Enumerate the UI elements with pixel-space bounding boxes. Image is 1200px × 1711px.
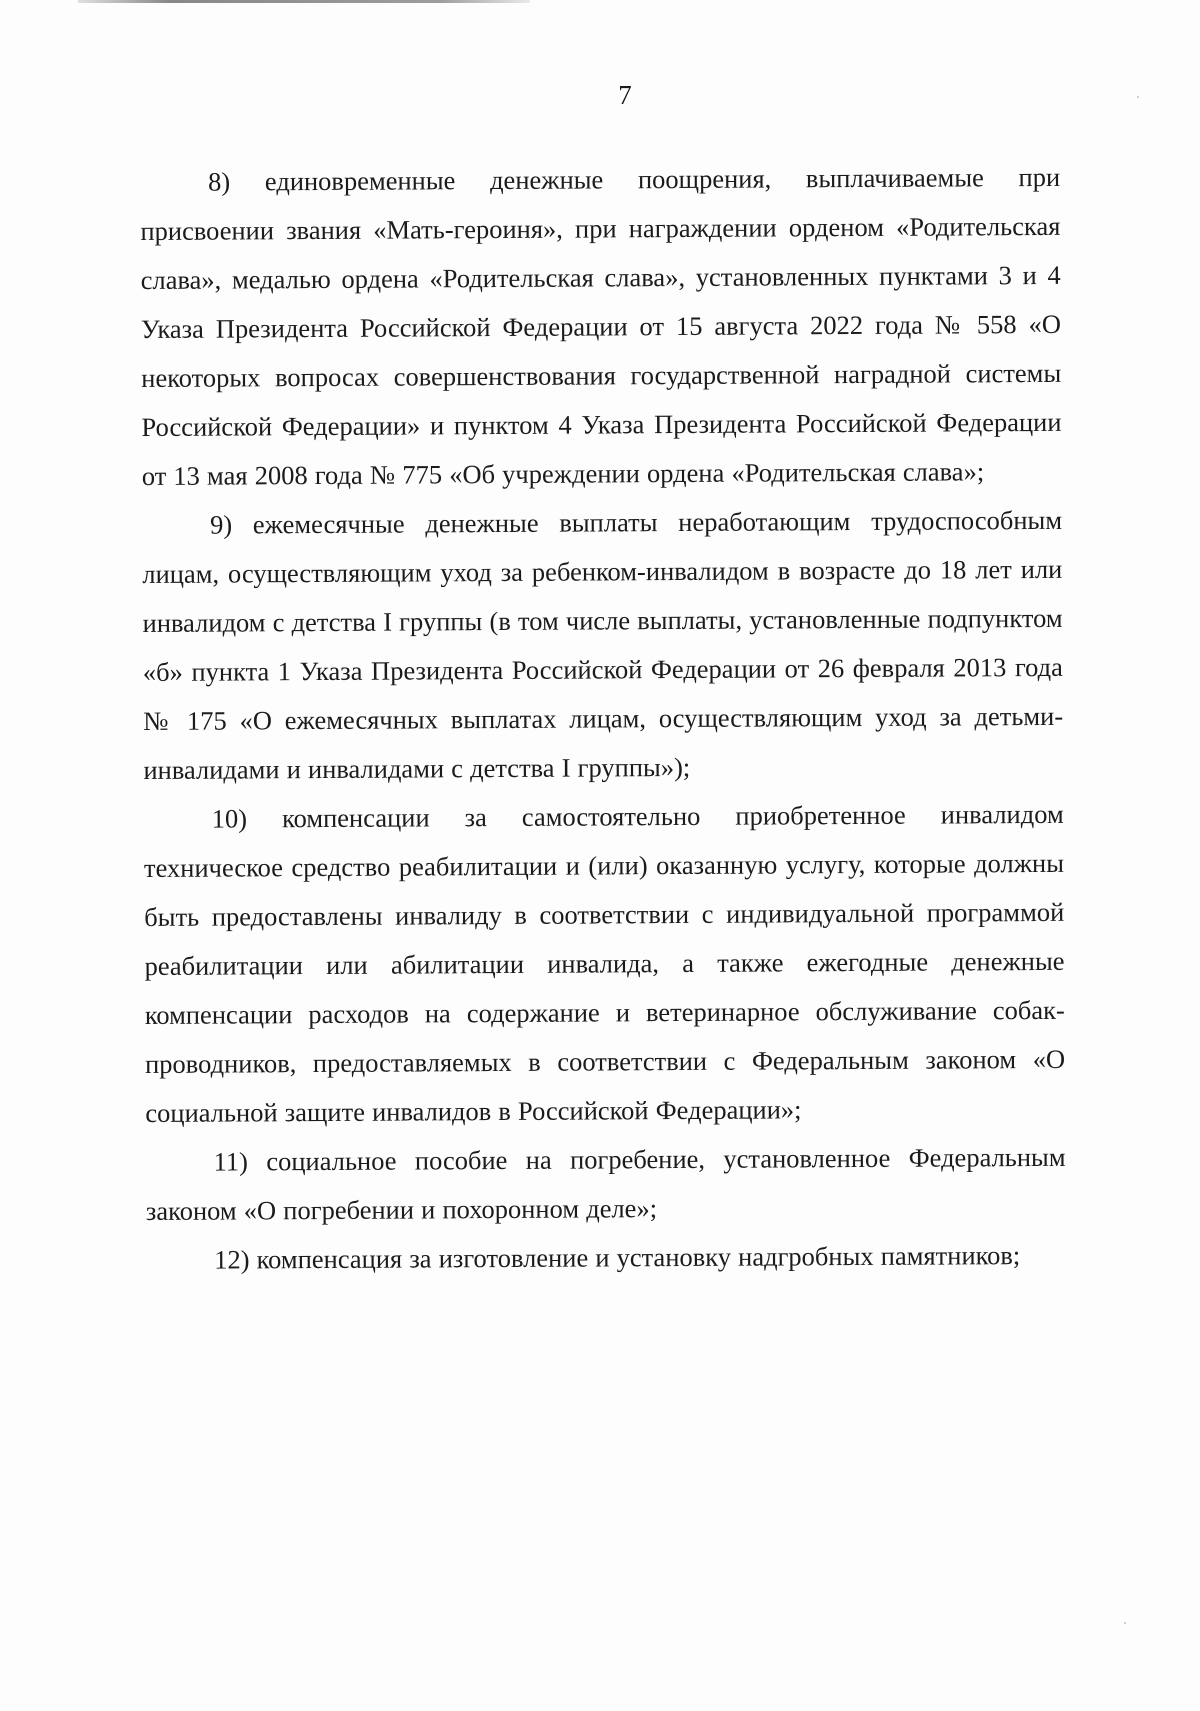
- paragraph-item-8: 8) единовременные денежные поощрения, выплачиваемые при присвоении звания «Мать-героиня», при награждении орденом «Родительская слава», медалью ордена «Родительская слава», установленных пунктами 3 и 4 Указа Президента Российской Федерации от 15 августа 2022 года № 558 «О некоторых вопросах совершенствования государственной наградной системы Российской Федерации» и пунктом 4 Указа Президента Российской Федерации от 13 мая 2008 года № 775 «Об учреждении ордена «Родительская слава»;: [140, 161, 1062, 491]
- scan-speck: [1124, 1622, 1126, 1624]
- page-number: 7: [618, 80, 632, 110]
- paragraph-item-9: 9) ежемесячные денежные выплаты неработающим трудоспособным лицам, осуществляющим уход за ребенком-инвалидом в возрасте до 18 лет или инвалидом с детства I группы (в том числе выплаты, установленные подпунктом «б» пункта 1 Указа Президента Российской Федерации от 26 февраля 2013 года № 175 «О ежемесячных выплатах лицам, осуществляющим уход за детьми-инвалидами и инвалидами с детства I группы»);: [142, 504, 1064, 785]
- paragraph-item-10: 10) компенсации за самостоятельно приобретенное инвалидом техническое средство реабилитации и (или) оказанную услугу, которые должны быть предоставлены инвалиду в соответствии с индивидуальной программой реабилитации или абилитации инвалида, а также ежегодные денежные компенсации расходов на содержание и ветеринарное обслуживание собак-проводников, предоставляемых в соответствии с Федеральным законом «О социальной защите инвалидов в Российской Федерации»;: [143, 798, 1066, 1128]
- paragraph-item-11: 11) социальное пособие на погребение, установленное Федеральным законом «О погребении и похоронном деле»;: [145, 1141, 1066, 1226]
- paragraph-item-12: 12) компенсация за изготовление и установку надгробных памятников;: [214, 1240, 1021, 1275]
- document-body: [140, 153, 1066, 1285]
- scan-speck: [1137, 96, 1139, 98]
- scan-edge-artifact: [78, 0, 530, 3]
